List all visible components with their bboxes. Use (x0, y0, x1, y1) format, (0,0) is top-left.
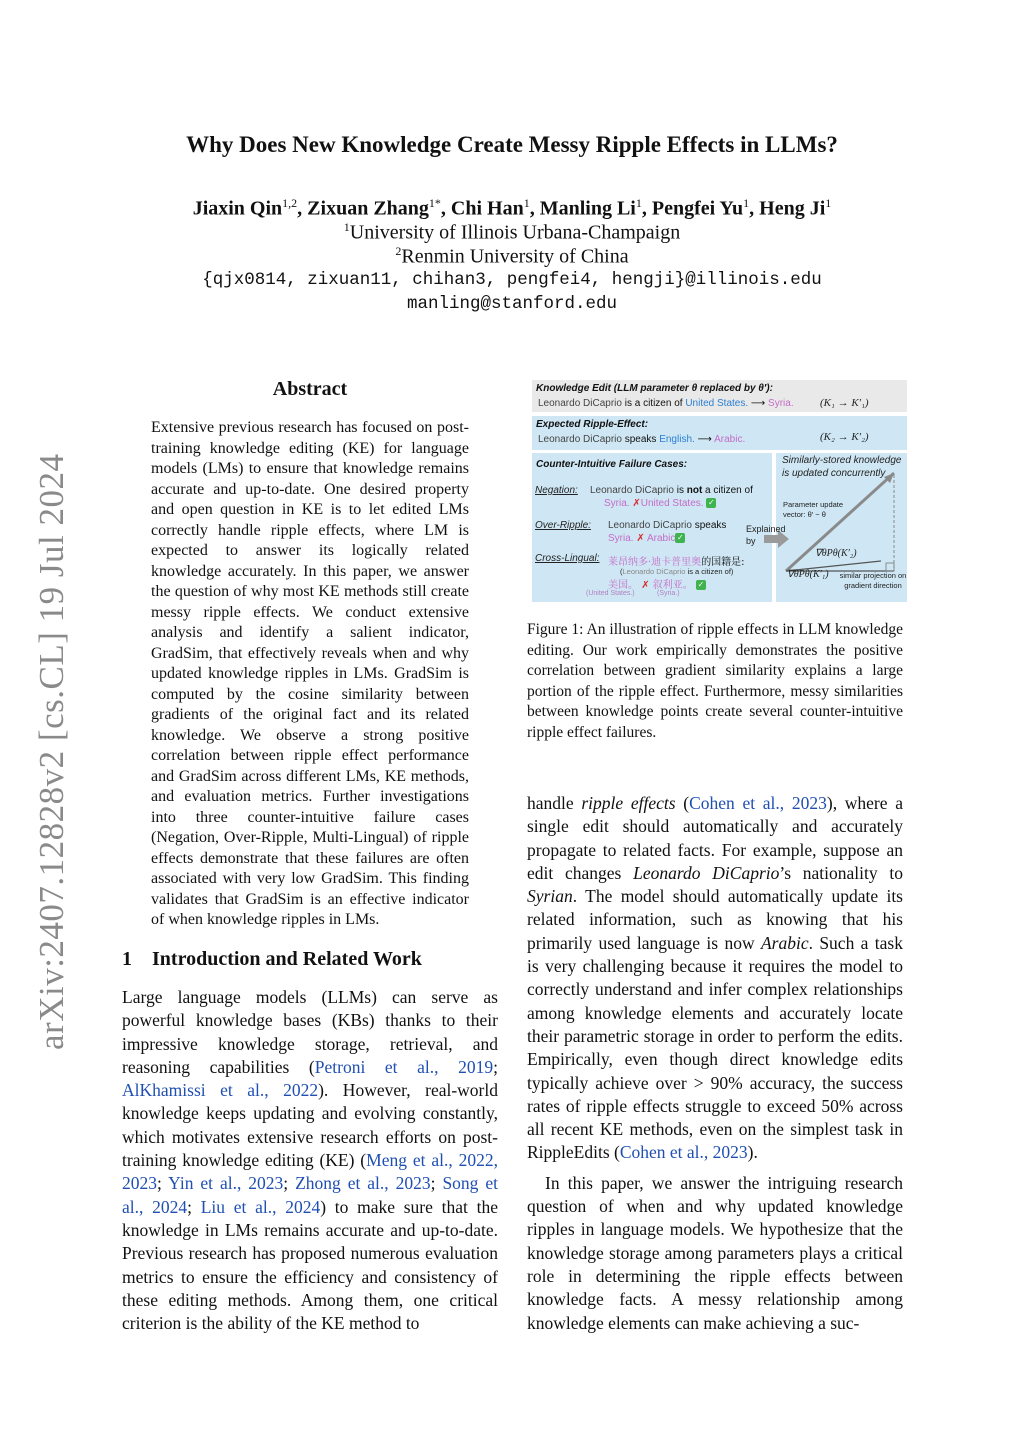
text: ), where a single edit should automatically and accurately propagate to related facts. For example, suppose an edit changes (527, 793, 903, 883)
subject: Leonardo DiCaprio (538, 434, 622, 445)
author-sup: 1,2 (282, 196, 298, 210)
affiliation-name: University of Illinois Urbana-Champaign (349, 221, 681, 244)
citation-link[interactable]: Zhong et al., 2023 (295, 1173, 431, 1194)
abstract-body: Extensive previous research has focused on post-training knowledge editing (KE) for language models (LMs) to ensure that knowledge remains accurate and up-to-date. One desired property and open question in KE is to let edited LMs correctly handle ripple effects, where LM is expected to answer its logically related knowledge accurately. In this paper, we answer the question of why most KE methods still create messy ripple effects. We conduct extensive analysis and identify a salient indicator, GradSim, that effectively reveals when and why updated knowledge ripples in LMs. GradSim is computed by the cosine similarity between gradients of the original fact and its related knowledge. We observe a strong positive correlation between ripple effect performance and GradSim across different LMs, KE methods, and evaluation metrics. Further investigations into three counter-intuitive failure cases (Negation, Over-Ripple, Multi-Lingual) of ripple effects demonstrate that these failures are often associated with very low GradSim. This finding validates that GradSim is an effective indicator of when knowledge ripples in LMs. (151, 419, 469, 928)
right-answer: 叙利亚。 (652, 580, 693, 591)
relation-zh: 的国籍是: (701, 557, 745, 568)
text: ) to make sure that the knowledge in LMs remains accurate and up-to-date. Previous research has proposed numerous evaluation metrics to ensure the efficiency and consistency of these editing methods. Among them, one critical criterion is the ability of the KE method to (122, 1196, 498, 1334)
subject-zh: 莱昂纳多·迪卡普里奥 (608, 557, 702, 568)
check-icon: ✓ (676, 533, 684, 543)
relation: is a citizen of) (685, 567, 734, 576)
right-answer-gloss: (Syria.) (657, 590, 680, 597)
author: Heng Ji (759, 197, 826, 220)
citation-link[interactable]: Song et al., 2024 (122, 1173, 498, 1217)
text: . Such a task is very challenging because it requires the model to correctly understand and infer complex relationships among knowledge elements and accurately locate their parametric storage in order to perform the edits. Empirically, even though direct knowledge edits typically achieve over > 90% accuracy, the success rates of ripple effects struggle to exceed 50% across all recent KE methods, even on the simplest task in RippleEdits ( (527, 932, 903, 1163)
section-title: Introduction and Related Work (152, 948, 422, 970)
author: Chi Han (450, 197, 524, 220)
author-sup: 1 (743, 196, 750, 210)
author: Pengfei Yu (651, 197, 744, 220)
cross-lingual-label: Cross-Lingual: (535, 553, 600, 564)
paragraph (527, 792, 903, 1165)
relation: speaks (691, 520, 727, 531)
over-ripple-answers (608, 533, 685, 544)
negation-answers (604, 498, 716, 509)
relation: a citizen of (702, 485, 753, 496)
old-object: United States. (685, 398, 749, 409)
subject: Leonardo DiCaprio (622, 567, 686, 576)
text: ; (283, 1173, 296, 1194)
emphasis: ripple effects (581, 793, 676, 813)
cross-lingual-gloss: (Leonardo DiCaprio is a citizen of) (620, 567, 734, 576)
new-object: Arabic. (714, 434, 746, 445)
right-answer: Arabic (646, 533, 676, 544)
paragraph: In this paper, we answer the intriguing research question of when and why updated knowledge ripples in language models. We hypothesize that the knowledge storage among parameters plays a critical role in determining the ripple effects between knowledge facts. A messy relationship among knowledge elements can make achieving a suc- (527, 1172, 903, 1333)
arrow-icon: ⟶ (748, 398, 769, 409)
affiliation-name: Renmin University of China (401, 245, 629, 268)
emphasis: Arabic (760, 932, 809, 953)
relation: is a citizen of (621, 398, 686, 409)
affiliation (0, 244, 1024, 269)
affiliation-sup: 1 (343, 220, 350, 234)
author: Jiaxin Qin (192, 197, 283, 220)
over-ripple-label: Over-Ripple: (535, 520, 591, 531)
right-angle-mark (886, 563, 894, 571)
cross-lingual-answers (608, 576, 706, 591)
text: Large language models (LLMs) can serve as powerful knowledge bases (KBs) thanks to their impressive knowledge storage, retrieval, and reasoning capabilities ( (122, 987, 498, 1077)
ripple-line (538, 434, 745, 445)
arxiv-identifier: arXiv:2407.12828v2 [cs.CL] 19 Jul 2024 (32, 453, 71, 1050)
cross-icon: ✗ (636, 533, 645, 544)
citation-link[interactable]: Yin et al., 2023 (168, 1173, 284, 1194)
subject: Leonardo DiCaprio (608, 520, 692, 531)
text: ; (157, 1173, 169, 1194)
relation: speaks (621, 434, 660, 445)
text: handle (527, 793, 582, 813)
failure-heading: Counter-Intuitive Failure Cases: (536, 459, 688, 470)
old-object: English. (659, 434, 695, 445)
intro-right-column (527, 792, 903, 1335)
edit-math: (K₁ → K′₁) (820, 397, 869, 409)
author-sup: 1 (635, 196, 642, 210)
ripple-math: (K₂ → K′₂) (820, 431, 869, 443)
wrong-answer: 美国。 (608, 580, 638, 591)
parameter-update-label: Parameter update vector: θ′ − θ (783, 500, 844, 519)
citation-link[interactable]: Meng et al., 2022, 2023 (122, 1150, 498, 1194)
emphasis: Syrian (527, 886, 573, 907)
cross-lingual-question (608, 553, 745, 568)
email-line: {qjx0814, zixuan11, chihan3, pengfei4, hengji}@illinois.edu (202, 270, 822, 290)
wrong-answer-gloss: (United States.) (586, 590, 635, 597)
text: ). However, real-world knowledge keeps updating and evolving constantly, which motivates extensive research efforts on post-training knowledge editing (KE) ( (122, 1080, 498, 1171)
paper-title: Why Does New Knowledge Create Messy Ripple Effects in LLMs? (186, 132, 838, 157)
gradient-k2-label: ∇θPθ(K′₂) (815, 548, 857, 559)
right-answer: United States. (640, 498, 704, 509)
wrong-answer: Syria. (604, 498, 630, 509)
intro-left-column (122, 986, 498, 1335)
over-ripple-line (608, 520, 726, 531)
explained-by-label: Explained by (746, 524, 786, 546)
citation-link[interactable]: Cohen et al., 2023 (619, 1142, 748, 1163)
text: ; (430, 1173, 443, 1194)
projection-label: similar projection on gradient direction (839, 571, 907, 590)
cross-icon: ✗ (632, 498, 641, 509)
author-sup: 1 (523, 196, 530, 210)
similar-storage-heading: Similarly-stored knowledge is updated concurrently (782, 455, 902, 479)
citation-link[interactable]: Petroni et al., 2019 (314, 1056, 494, 1077)
emphasis: Leonardo DiCaprio (633, 862, 780, 883)
author: Manling Li (539, 197, 636, 220)
subject: Leonardo DiCaprio (590, 485, 674, 496)
ripple-heading: Expected Ripple-Effect: (536, 419, 649, 430)
citation-link[interactable]: Cohen et al., 2023 (689, 793, 827, 813)
affiliation-sup: 2 (395, 244, 402, 258)
affiliation (0, 220, 1024, 245)
relation: is (673, 485, 687, 496)
text: ; (187, 1196, 201, 1217)
edit-line (538, 398, 794, 409)
text: ; (493, 1056, 499, 1077)
new-object: Syria. (768, 398, 794, 409)
figure-caption: Figure 1: An illustration of ripple effects in LLM knowledge editing. Our work empirically demonstrates the positive correlation between gradient similarity explains a large portion of the ripple effect. Furthermore, messy similarities between knowledge points create several counter-intuitive ripple effect failures. (527, 621, 903, 741)
section-heading (122, 948, 502, 971)
text: ). (747, 1142, 758, 1163)
figure-1 (532, 380, 908, 602)
check-icon: ✓ (697, 580, 705, 589)
email-line: manling@stanford.edu (406, 294, 618, 314)
author-list: Jiaxin Qin$^{1,2}$, Zixuan Zhang$^{1*}$, Chi Han$^1$, Manling Li$^1$, Pengfei Yu$^1$, Heng Ji$^1$ (192, 196, 832, 220)
negation-word: not (686, 485, 703, 496)
check-icon: ✓ (707, 498, 715, 508)
wrong-answer: Syria. (608, 533, 634, 544)
text: . The model should automatically update its related information, such as knowing that his primarily used language is now (527, 886, 903, 953)
text: ( (675, 793, 690, 813)
abstract-heading: Abstract (272, 378, 348, 400)
text: ’s nationality to (779, 862, 903, 883)
gradient-k1-label: ∇θPθ(K′₁) (787, 569, 829, 580)
arrow-icon: ⟶ (694, 434, 715, 445)
author-sup: 1* (428, 196, 441, 210)
subject: Leonardo DiCaprio (538, 398, 622, 409)
section-number: 1 (122, 948, 132, 970)
edit-heading: Knowledge Edit (LLM parameter θ replaced by θ′): (536, 383, 773, 394)
cross-icon: ✗ (641, 580, 650, 591)
author: Zixuan Zhang (307, 197, 429, 220)
citation-link[interactable]: AlKhamissi et al., 2022 (122, 1080, 319, 1101)
negation-label: Negation: (535, 485, 578, 496)
author-sup: 1 (825, 196, 832, 210)
citation-link[interactable]: Liu et al., 2024 (200, 1196, 321, 1217)
negation-line (590, 485, 753, 496)
